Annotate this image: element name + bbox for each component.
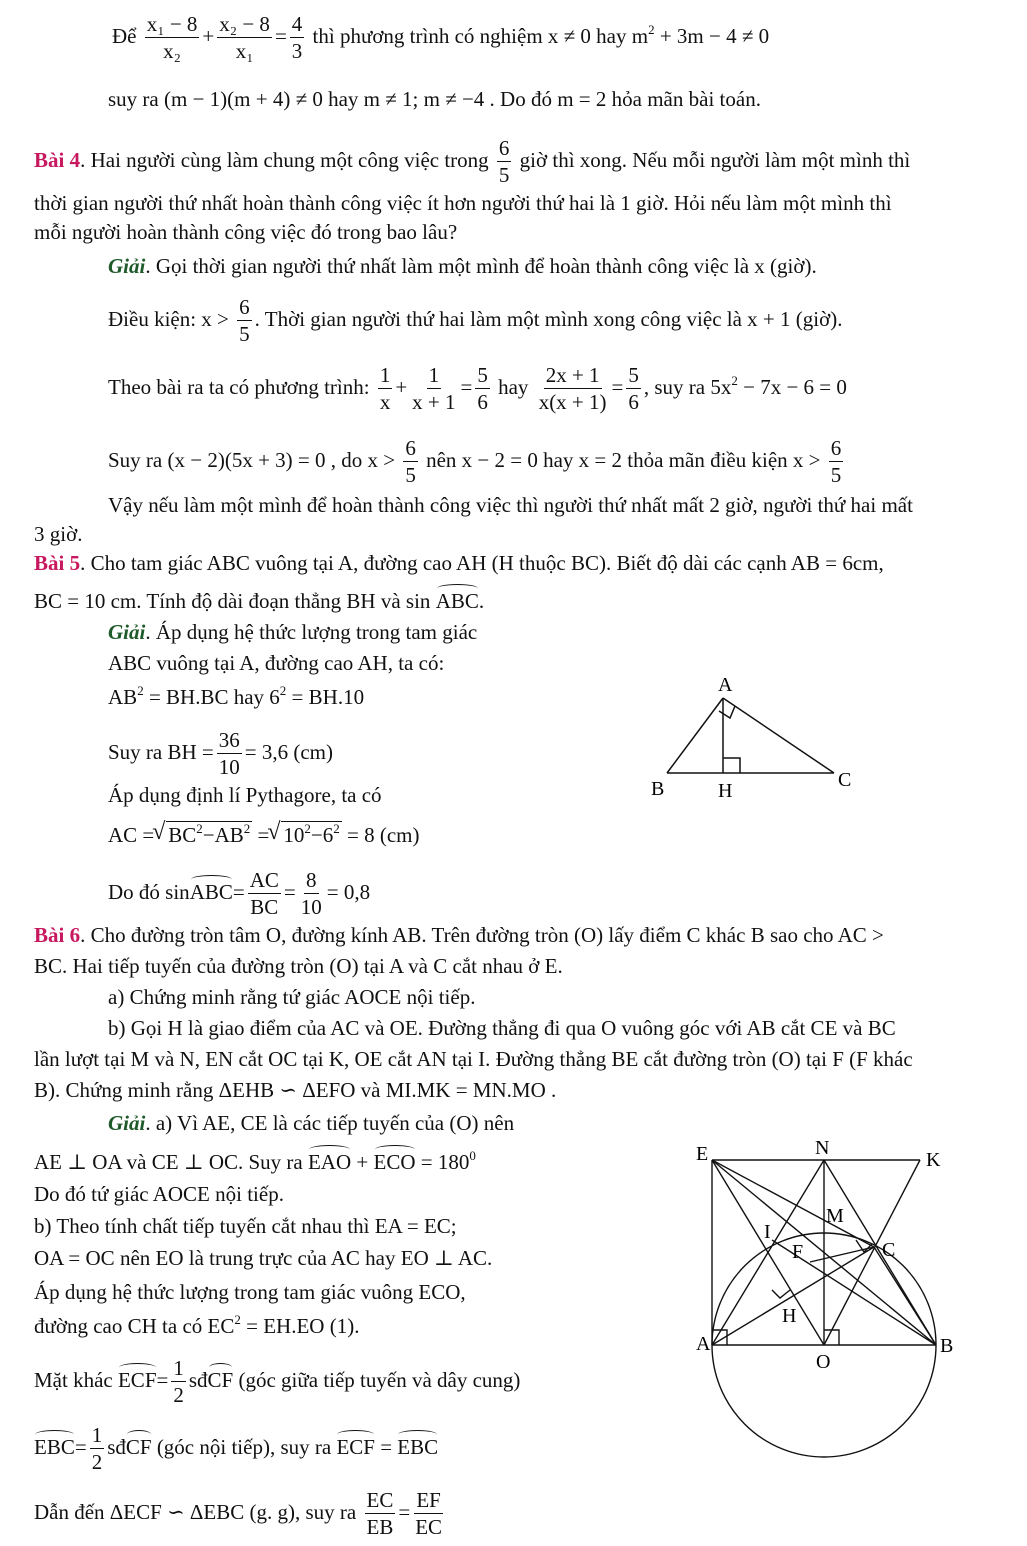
fraction: $\frac{8}{10}$ <box>300 868 322 919</box>
angle-arc: EBC <box>397 1434 439 1459</box>
label-a: A <box>696 1333 711 1355</box>
problem-5-solution-6: AC =√ $BC^2-AB^2$ =√ $10^2-6^2 = 8$ (cm) <box>108 821 419 848</box>
label-a: A <box>718 674 733 696</box>
problem-6-solution-3: Do đó tứ giác AOCE nội tiếp. <box>34 1182 284 1206</box>
label-b: B <box>940 1335 954 1357</box>
angle-arc: EBC <box>34 1434 75 1459</box>
label-b: B <box>651 778 665 800</box>
problem-4-conclusion-2: 3 giờ. <box>34 522 83 546</box>
label-h: H <box>718 780 733 802</box>
problem-6-part-a: a) Chứng minh rằng tứ giác AOCE nội tiếp. <box>108 985 476 1009</box>
problem-6-solution-1: Giải. a) Vì AE, CE là các tiếp tuyến của (O) nên <box>108 1111 515 1135</box>
problem-5-line-2: BC = 10 cm. Tính độ dài đoạn thẳng BH và sin ABC. <box>34 589 485 613</box>
right-angle-h <box>772 1290 790 1298</box>
problem-5-heading: Bài 5 <box>34 551 81 575</box>
problem-4-solution-1: Giải. Gọi thời gian người thứ nhất làm một mình để hoàn thành công việc là x (giờ). <box>108 254 817 278</box>
fraction: $\frac{\text{x₁ − 8}}{\text{x₂}}$ <box>146 12 198 63</box>
angle-arc: ECO <box>373 1150 416 1174</box>
fraction: $\frac{\text{x₂ − 8}}{\text{x₁}}$ <box>219 12 270 63</box>
fraction: $\frac{2x + 1}{x(x + 1)}$ <box>538 363 607 414</box>
problem-6-heading: Bài 6 <box>34 923 81 947</box>
sqrt: √ $BC^2-AB^2$ <box>166 821 252 848</box>
sqrt: √ $10^2-6^2$ <box>281 821 341 848</box>
angle-arc: ABC <box>435 589 479 613</box>
fraction: $\frac{5}{6}$ <box>628 363 639 414</box>
problem-5-solution-5: Áp dụng định lí Pythagore, ta có <box>108 783 382 807</box>
text: Để <box>112 23 137 48</box>
problem-6-solution-7: đường cao CH ta có $EC^2 = EH.EO$ (1). <box>34 1312 360 1338</box>
problem-4-conclusion-1: Vậy nếu làm một mình để hoàn thành công việc thì người thứ nhất mất 2 giờ, người thứ hai mất <box>108 493 913 517</box>
problem-6-solution-8: Mặt khác ECF= $\frac{1}{2}$ sđCF (góc giữa tiếp tuyến và dây cung) <box>34 1356 521 1407</box>
problem-6-part-b-1: b) Gọi H là giao điểm của AC và OE. Đường thẳng đi qua O vuông góc với AB cắt CE và BC <box>108 1016 896 1040</box>
label-c: C <box>838 769 852 791</box>
fraction: $\frac{1}{2}$ <box>173 1356 184 1407</box>
problem-6-solution-10: Dẫn đến ΔECF ∽ ΔEBC (g. g), suy ra $\frac{EC}{EB}$ = $\frac{EF}{EC}$ <box>34 1488 443 1539</box>
fraction: $\frac{6}{5}$ <box>498 136 510 187</box>
fraction: $\frac{1}{x + 1}$ <box>412 363 456 414</box>
circle-figure <box>690 1140 970 1470</box>
problem-5-solution-7: Do đó sinABC= $\frac{AC}{BC}$ = $\frac{8}{10}$ = 0,8 <box>108 868 371 919</box>
fraction: $\frac{6}{5}$ <box>405 436 416 487</box>
solution-label: Giải <box>108 620 146 644</box>
angle-arc: ECF <box>117 1367 157 1392</box>
problem-6-solution-6: Áp dụng hệ thức lượng trong tam giác vuông ECO, <box>34 1280 466 1304</box>
arc-symbol: CF <box>207 1367 234 1392</box>
label-e: E <box>696 1143 709 1165</box>
problem-4-line-3: mỗi người hoàn thành công việc đó trong bao lâu? <box>34 220 458 244</box>
problem-5-solution-1: Giải. Áp dụng hệ thức lượng trong tam giác <box>108 620 478 644</box>
label-n: N <box>815 1140 830 1159</box>
angle-arc: ABC <box>189 879 233 904</box>
fraction: $\frac{5}{6}$ <box>477 363 488 414</box>
problem-6-part-b-3: B). Chứng minh rằng ΔEHB ∽ ΔEFO và MI.MK = MN.MO . <box>34 1078 557 1102</box>
fraction: $\frac{EC}{EB}$ <box>366 1488 394 1539</box>
problem-4-heading: Bài 4 <box>34 147 81 172</box>
problem-6-solution-5: OA = OC nên EO là trung trực của AC hay EO ⊥ AC. <box>34 1246 493 1270</box>
label-k: K <box>926 1149 941 1171</box>
problem-4-statement: Bài 4. Hai người cùng làm chung một công việc trong $\frac{6}{5}$ giờ thì xong. Nếu mỗi người làm một mình thì <box>34 136 911 187</box>
problem-5-solution-2: ABC vuông tại A, đường cao AH, ta có: <box>108 651 445 675</box>
segment-ab <box>667 698 723 773</box>
fraction: $\frac{6}{5}$ <box>830 436 842 487</box>
problem-5-solution-3: $AB^2 = BH.BC$ hay $6^2 = BH.10$ <box>108 683 365 709</box>
fraction: $\frac{EF}{EC}$ <box>415 1488 443 1539</box>
intro-line-2: suy ra (m − 1)(m + 4) ≠ 0 hay m ≠ 1; m ≠ −4 . Do đó m = 2 hỏa mãn bài toán. <box>108 87 761 111</box>
fraction: $\frac{6}{5}$ <box>239 295 250 346</box>
label-c: C <box>882 1239 896 1261</box>
fraction: $\frac{4}{3}$ <box>291 12 303 63</box>
chord-cb <box>874 1247 936 1345</box>
right-angle-o <box>824 1330 839 1345</box>
problem-4-equation: Theo bài ra ta có phương trình: $\frac{1}{x}$ + $\frac{1}{x + 1}$ = $\frac{5}{6}$ hay $\frac{2x + 1}{x(x + 1)}$ = $\frac{5}{6}$ , suy ra $5x^2 - 7x - 6 = 0$ <box>108 363 847 414</box>
problem-6-solution-9: EBC= $\frac{1}{2}$ sđCF (góc nội tiếp), suy ra ECF = EBC <box>34 1423 439 1474</box>
angle-arc: EAO <box>307 1150 352 1174</box>
arc-symbol: CF <box>125 1434 152 1459</box>
segment-ok <box>824 1160 920 1345</box>
intro-line-1: Để $\frac{\text{x₁ − 8}}{\text{x₂}}$ + $\frac{\text{x₂ − 8}}{\text{x₁}}$ = $\frac{4}{3}$ thì phương trình có nghiệm x ≠ 0 hay $m^2 + 3m - 4 \ne 0$ <box>112 12 770 63</box>
problem-4-line-2: thời gian người thứ nhất hoàn thành công việc ít hơn người thứ hai là 1 giờ. Hỏi nếu làm một mình thì <box>34 191 892 215</box>
problem-6-solution-2: AE ⊥ OA và CE ⊥ OC. Suy ra EAO + ECO = $180^0$ <box>34 1148 476 1174</box>
fraction: $\frac{1}{2}$ <box>91 1423 103 1474</box>
label-h: H <box>782 1305 797 1327</box>
solution-label: Giải <box>108 254 146 278</box>
label-i: I <box>764 1221 771 1243</box>
fraction: $\frac{1}{x}$ <box>379 363 391 414</box>
problem-4-condition: Điều kiện: x > $\frac{6}{5}$ . Thời gian người thứ hai làm một mình xong công việc là x + 1 (giờ). <box>108 295 843 346</box>
label-f: F <box>792 1241 804 1263</box>
fraction: $\frac{36}{10}$ <box>218 728 240 779</box>
solution-label: Giải <box>108 1111 146 1135</box>
label-o: O <box>816 1351 831 1373</box>
problem-5-solution-4: Suy ra BH = $\frac{36}{10}$ = 3,6 (cm) <box>108 728 334 779</box>
fraction: $\frac{AC}{BC}$ <box>249 868 279 919</box>
triangle-figure <box>640 670 870 810</box>
problem-4-result: Suy ra (x − 2)(5x + 3) = 0 , do x > $\frac{6}{5}$ nên x − 2 = 0 hay x = 2 thỏa mãn điều kiện x > $\frac{6}{5}$ <box>108 436 842 487</box>
problem-5-statement: Bài 5. Cho tam giác ABC vuông tại A, đường cao AH (H thuộc BC). Biết độ dài các cạnh AB = 6cm, <box>34 551 884 575</box>
angle-arc: ECF <box>336 1434 375 1459</box>
problem-6-solution-4: b) Theo tính chất tiếp tuyến cắt nhau thì EA = EC; <box>34 1214 457 1238</box>
right-angle-a <box>719 706 735 718</box>
problem-6-statement: Bài 6. Cho đường tròn tâm O, đường kính AB. Trên đường tròn (O) lấy điểm C khác B sao cho AC > <box>34 923 884 947</box>
problem-6-part-b-2: lần lượt tại M và N, EN cắt OC tại K, OE cắt AN tại I. Đường thẳng BE cắt đường tròn (O) tại F (F khác <box>34 1047 913 1071</box>
label-m: M <box>826 1205 844 1227</box>
right-angle-h <box>723 758 740 773</box>
problem-6-line-2: BC. Hai tiếp tuyến của đường tròn (O) tại A và C cắt nhau ở E. <box>34 954 563 978</box>
